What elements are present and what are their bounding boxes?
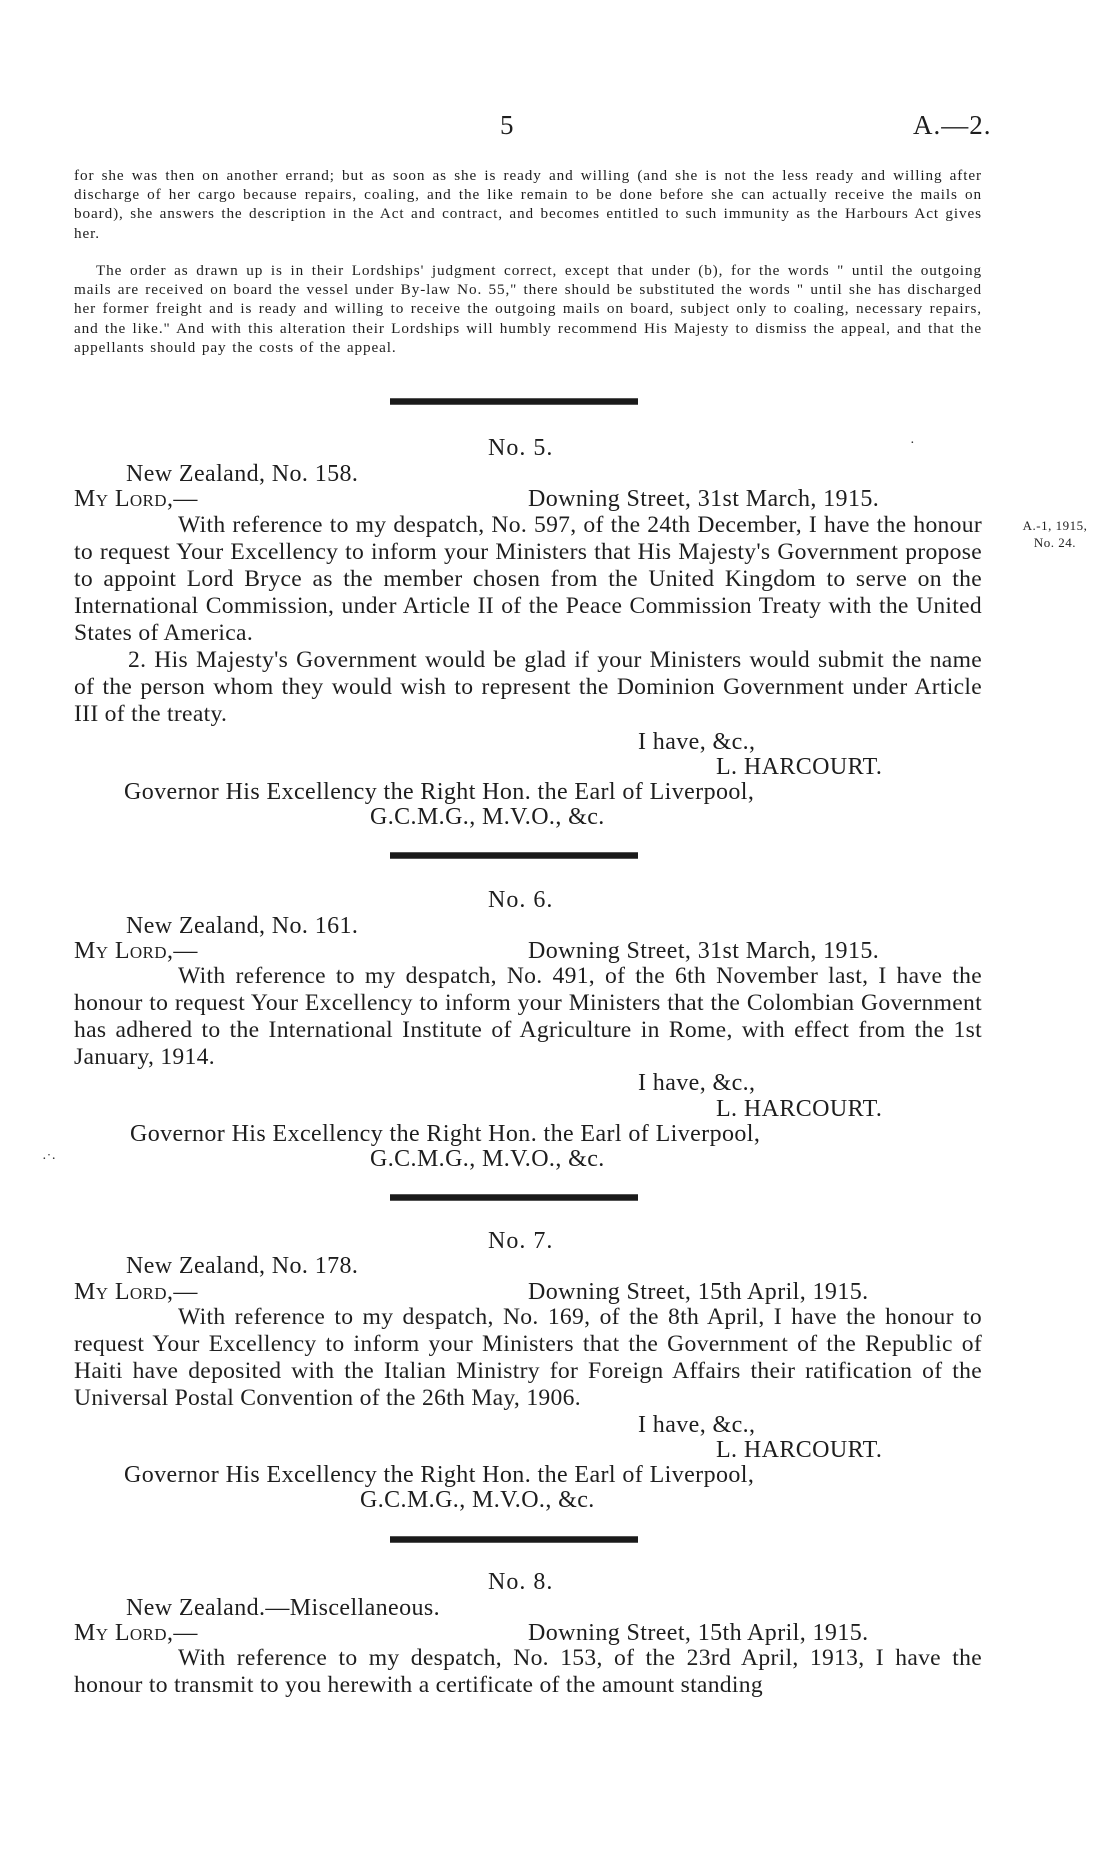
despatch-5-signature: L. HARCOURT. [716, 754, 883, 780]
despatch-5-paragraph-1 [74, 512, 982, 647]
despatch-8-paragraph-1-text: With reference to my despatch, No. 153, of the 23rd April, 1913, I have the honour to transmit to you herewith a certificate of the amount standing [74, 1645, 982, 1698]
despatch-5-closing: I have, &c., [638, 729, 756, 755]
document-reference: A.—2. [913, 110, 992, 140]
despatch-5-salutation: My Lord,— [74, 486, 198, 512]
despatch-5-paragraph-2 [74, 647, 982, 728]
continuation-paragraph-2-text: The order as drawn up is in their Lordships' judgment correct, except that under (b), for the words " until the outgoing mails are received on board the vessel under By-law No. 55," there should be substituted the words " until she has discharged her former freight and is ready and willing to receive the outgoing mails on board, subject only to coaling, necessary repairs, and the like." And with this alteration their Lordships will humbly recommend His Majesty to dismiss the appeal, and that the appellants should pay the costs of the appeal. [74, 262, 982, 356]
despatch-8-salutation: My Lord,— [74, 1620, 198, 1646]
despatch-8-paragraph-1 [74, 1645, 982, 1699]
despatch-6-paragraph-1 [74, 963, 982, 1071]
despatch-8-series: New Zealand.—Miscellaneous. [126, 1595, 441, 1621]
despatch-5-addressee: Governor His Excellency the Right Hon. the Earl of Liverpool, [124, 779, 755, 805]
section-divider [390, 852, 638, 859]
continuation-paragraph-1: for she was then on another errand; but as soon as she is ready and willing (and she is not the less ready and willing after discharge of her cargo because repairs, coaling, and the like remain to be done before she can actually receive the mails on board), she answers the description in the Act and contract, and becomes entitled to such immunity as the Harbours Act gives her. [74, 167, 982, 242]
despatch-8-place-date: Downing Street, 15th April, 1915. [528, 1620, 869, 1646]
despatch-5-margin-note [996, 517, 1114, 551]
despatch-6-place-date: Downing Street, 31st March, 1915. [528, 938, 880, 964]
despatch-7-addressee-honours: G.C.M.G., M.V.O., &c. [360, 1487, 595, 1513]
despatch-7-signature: L. HARCOURT. [716, 1437, 883, 1463]
despatch-6-paragraph-1-text: With reference to my despatch, No. 491, of the 6th November last, I have the honour to request Your Excellency to inform your Ministers that the Colombian Government has adhered to the International Institute of Agriculture in Rome, with effect from the 1st January, 1914. [74, 963, 982, 1070]
margin-note-line-2: No. 24. [1033, 535, 1077, 550]
margin-note-line-1: A.-1, 1915, [1022, 518, 1088, 533]
despatch-5-paragraph-2-text: 2. His Majesty's Government would be glad if your Ministers would submit the name of the person whom they would wish to represent the Dominion Government under Article III of the treaty. [74, 647, 982, 727]
despatch-7-addressee: Governor His Excellency the Right Hon. the Earl of Liverpool, [124, 1462, 755, 1488]
despatch-6-signature: L. HARCOURT. [716, 1096, 883, 1122]
despatch-7-number: No. 7. [488, 1228, 554, 1254]
despatch-6-addressee-honours: G.C.M.G., M.V.O., &c. [370, 1146, 605, 1172]
despatch-7-paragraph-1 [74, 1304, 982, 1412]
ink-smudge: ·˙· [42, 1152, 56, 1167]
despatch-6-closing: I have, &c., [638, 1070, 756, 1096]
section-divider [390, 1194, 638, 1201]
despatch-6-addressee: Governor His Excellency the Right Hon. the Earl of Liverpool, [130, 1121, 761, 1147]
despatch-7-salutation: My Lord,— [74, 1279, 198, 1305]
page-number: 5 [500, 110, 514, 140]
ink-speck: · [910, 436, 915, 451]
despatch-5-place-date: Downing Street, 31st March, 1915. [528, 486, 880, 512]
despatch-7-place-date: Downing Street, 15th April, 1915. [528, 1279, 869, 1305]
despatch-7-closing: I have, &c., [638, 1412, 756, 1438]
despatch-5-number: No. 5. [488, 435, 554, 461]
despatch-7-paragraph-1-text: With reference to my despatch, No. 169, of the 8th April, I have the honour to request Your Excellency to inform your Ministers that the Government of the Republic of Haiti have deposited with the Italian Ministry for Foreign Affairs their ratification of the Universal Postal Convention of the 26th May, 1906. [74, 1304, 982, 1411]
despatch-6-number: No. 6. [488, 887, 554, 913]
despatch-6-salutation: My Lord,— [74, 938, 198, 964]
despatch-7-series: New Zealand, No. 178. [126, 1253, 359, 1279]
continuation-paragraph-2 [74, 261, 982, 357]
despatch-6-series: New Zealand, No. 161. [126, 913, 359, 939]
despatch-5-addressee-honours: G.C.M.G., M.V.O., &c. [370, 804, 605, 830]
despatch-8-number: No. 8. [488, 1569, 554, 1595]
despatch-5-paragraph-1-text: With reference to my despatch, No. 597, of the 24th December, I have the honour to request Your Excellency to inform your Ministers that His Majesty's Government propose to appoint Lord Bryce as the member chosen from the United Kingdom to serve on the International Commission, under Article II of the Peace Commission Treaty with the United States of America. [74, 512, 982, 646]
section-divider [390, 1536, 638, 1543]
section-divider [390, 398, 638, 405]
despatch-5-series: New Zealand, No. 158. [126, 461, 359, 487]
